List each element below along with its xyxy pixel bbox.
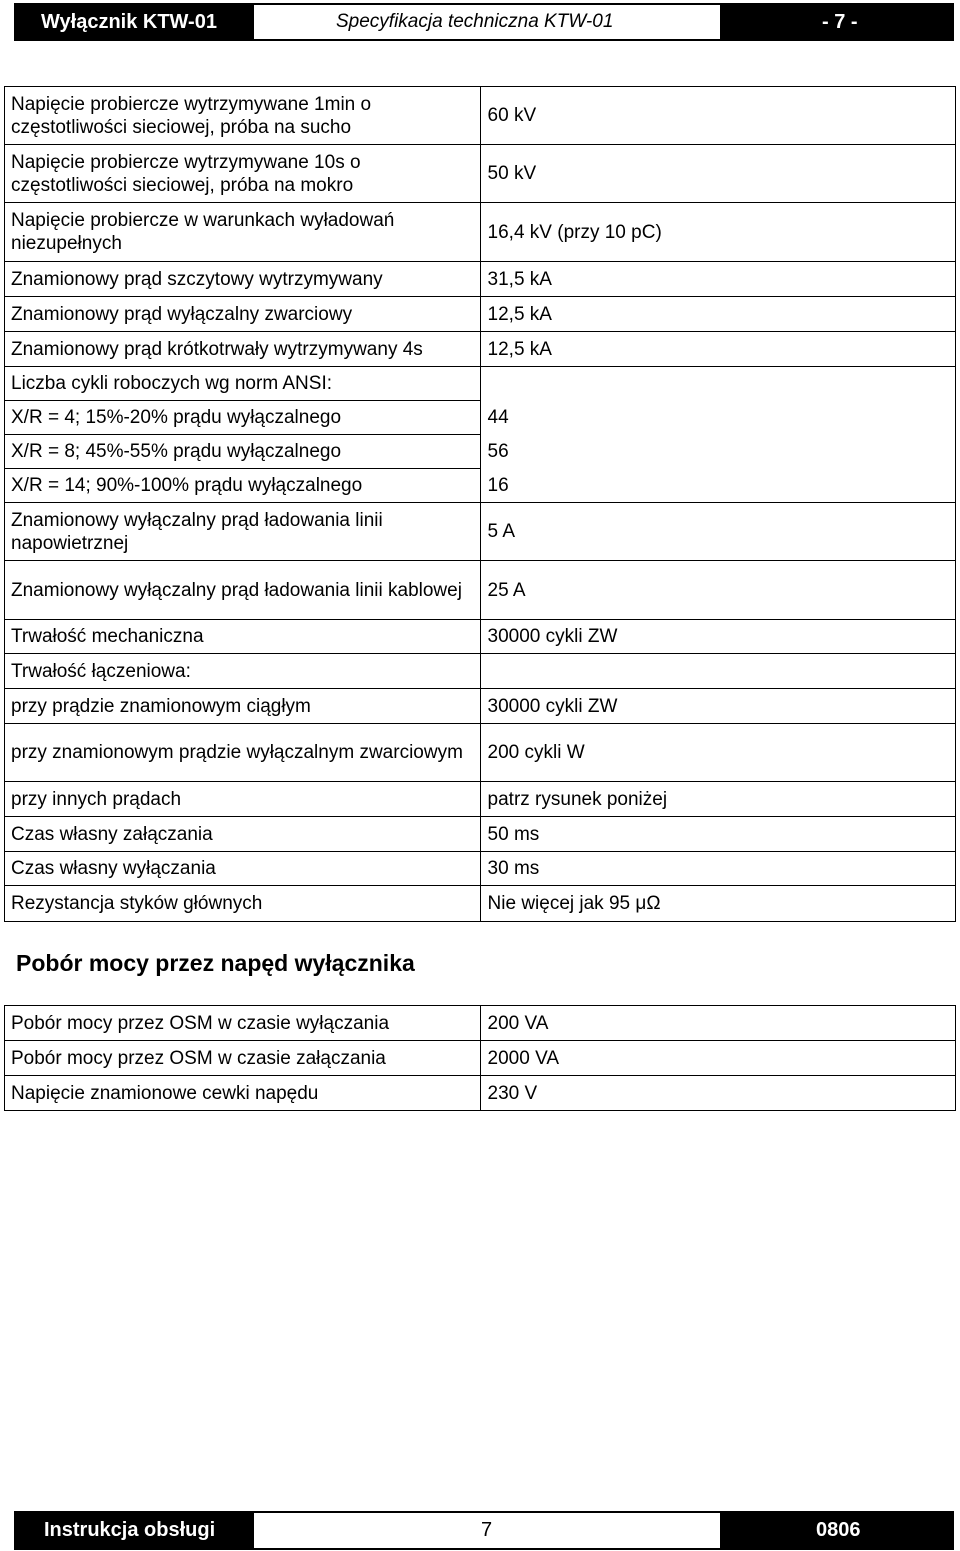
spec-label: Znamionowy prąd krótkotrwały wytrzymywany 4s [5,332,481,367]
footer-code: 0806 [722,1513,952,1548]
spec-label: X/R = 14; 90%-100% prądu wyłączalnego [5,469,481,503]
power-value: 230 V [480,1076,955,1111]
spec-value: 25 A [480,561,955,620]
table-row [5,561,956,620]
spec-value: 31,5 kA [480,262,955,297]
table-row [5,87,956,145]
spec-value: 5 A [480,503,955,561]
table-row [5,401,956,435]
spec-value: 12,5 kA [480,297,955,332]
spec-label: X/R = 4; 15%-20% prądu wyłączalnego [5,401,481,435]
table-row [5,620,956,654]
table-row [5,689,956,724]
table-row [5,297,956,332]
spec-label: Czas własny załączania [5,817,481,852]
spec-value: 56 [480,435,955,469]
table-row [5,1076,956,1111]
spec-value: 44 [480,401,955,435]
table-row [5,367,956,401]
spec-value: patrz rysunek poniżej [480,782,955,817]
power-label: Napięcie znamionowe cewki napędu [5,1076,481,1111]
page-header [14,3,954,41]
footer-page-number: 7 [252,1513,722,1548]
spec-value: 60 kV [480,87,955,145]
table-row [5,852,956,886]
spec-value: 30 ms [480,852,955,886]
table-row [5,262,956,297]
spec-value: 50 ms [480,817,955,852]
spec-label: przy innych prądach [5,782,481,817]
spec-label: Napięcie probiercze w warunkach wyładowań niezupełnych [5,203,481,262]
section-title: Pobór mocy przez napęd wyłącznika [16,950,415,976]
table-row [5,817,956,852]
header-page: - 7 - [722,5,952,39]
table-row [5,203,956,262]
spec-label: Znamionowy wyłączalny prąd ładowania linii napowietrznej [5,503,481,561]
spec-label: Liczba cykli roboczych wg norm ANSI: [5,367,481,401]
power-value: 200 VA [480,1006,955,1041]
spec-value: 200 cykli W [480,724,955,782]
table-row [5,724,956,782]
power-label: Pobór mocy przez OSM w czasie wyłączania [5,1006,481,1041]
spec-label: Trwałość mechaniczna [5,620,481,654]
spec-label: Rezystancja styków głównych [5,886,481,922]
table-row [5,1041,956,1076]
spec-value [480,654,955,689]
page-footer [14,1511,954,1550]
table-row [5,503,956,561]
spec-value: 16 [480,469,955,503]
header-title: Specyfikacja techniczna KTW-01 [252,5,722,39]
table-row [5,332,956,367]
spec-value: 12,5 kA [480,332,955,367]
spec-value: 30000 cykli ZW [480,689,955,724]
power-label: Pobór mocy przez OSM w czasie załączania [5,1041,481,1076]
spec-value: Nie więcej jak 95 μΩ [480,886,955,922]
table-row [5,886,956,922]
table-row [5,782,956,817]
spec-label: Napięcie probiercze wytrzymywane 10s o częstotliwości sieciowej, próba na mokro [5,145,481,203]
table-row [5,654,956,689]
spec-label: Czas własny wyłączania [5,852,481,886]
table-row [5,1006,956,1041]
spec-value: 30000 cykli ZW [480,620,955,654]
spec-label: przy prądzie znamionowym ciągłym [5,689,481,724]
spec-label: Trwałość łączeniowa: [5,654,481,689]
spec-value [480,367,955,401]
table-row [5,145,956,203]
footer-doc: Instrukcja obsługi [16,1513,252,1548]
spec-label: Napięcie probiercze wytrzymywane 1min o częstotliwości sieciowej, próba na sucho [5,87,481,145]
spec-table [4,86,956,922]
power-value: 2000 VA [480,1041,955,1076]
spec-value: 16,4 kV (przy 10 pC) [480,203,955,262]
table-row [5,435,956,469]
power-table [4,1005,956,1111]
spec-label: Znamionowy wyłączalny prąd ładowania linii kablowej [5,561,481,620]
spec-label: przy znamionowym prądzie wyłączalnym zwarciowym [5,724,481,782]
spec-label: Znamionowy prąd szczytowy wytrzymywany [5,262,481,297]
table-row [5,469,956,503]
spec-label: X/R = 8; 45%-55% prądu wyłączalnego [5,435,481,469]
header-product: Wyłącznik KTW-01 [16,5,252,39]
spec-value: 50 kV [480,145,955,203]
spec-label: Znamionowy prąd wyłączalny zwarciowy [5,297,481,332]
